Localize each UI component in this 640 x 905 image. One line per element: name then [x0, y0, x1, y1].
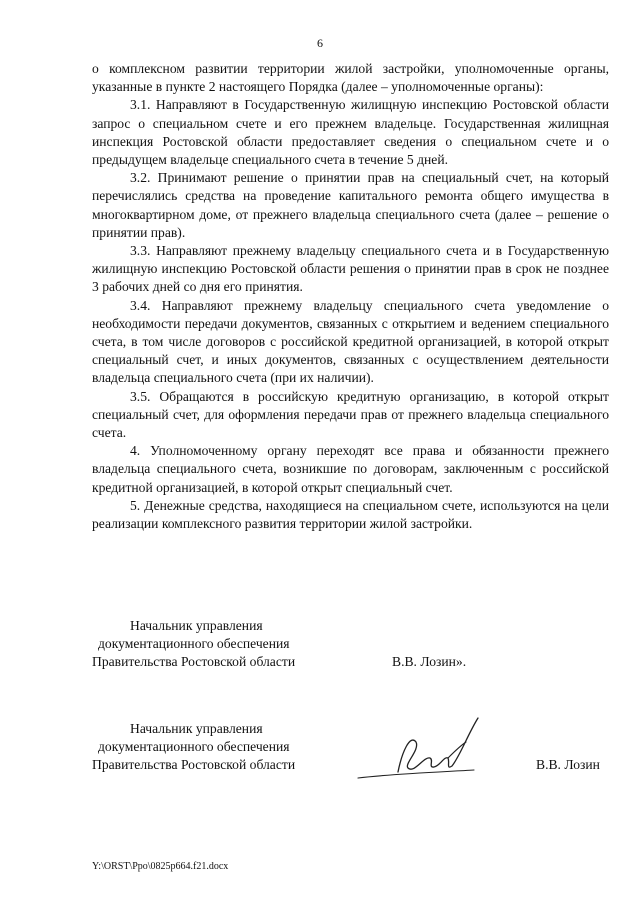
paragraph-intro: о комплексном развитии территории жилой застройки, уполномоченные органы, указанные в пункте 2 настоящего Порядка (далее – уполномоченные органы):	[92, 61, 609, 95]
signature-block-quoted	[92, 617, 612, 677]
paragraph-3-5: 3.5. Обращаются в российскую кредитную организацию, в которой открыт специальный счет, для оформления передачи прав от прежнего владельца специального счета.	[92, 388, 609, 441]
page-number: 6	[317, 36, 323, 50]
signatory-name: В.В. Лозин	[536, 757, 600, 772]
title-line-3: Правительства Ростовской области	[92, 654, 296, 669]
paragraph-5: 5. Денежные средства, находящиеся на специальном счете, используются на цели реализации комплексного развития территории жилой застройки.	[92, 497, 609, 532]
signatory-name: В.В. Лозин».	[392, 654, 467, 669]
signature-block-final	[92, 720, 612, 800]
paragraph-3-3: 3.3. Направляют прежнему владельцу специального счета и в Государственную жилищную инспекцию Ростовской области решения о принятии прав в срок не позднее 3 рабочих дней со дня его принятия.	[92, 243, 609, 295]
title-line-2: документационного обеспечения	[98, 739, 290, 754]
paragraph-3-1: 3.1. Направляют в Государственную жилищную инспекцию Ростовской области запрос о специальном счете и его прежнем владельце. Государственная жилищная инспекция Ростовской области предоставляет сведения о специальном счете и о предыдущем владельце специального счета в течение 5 дней.	[92, 97, 609, 168]
paragraph-3-2: 3.2. Принимают решение о принятии прав на специальный счет, на который перечислялись средства на проведение капитального ремонта общего имущества в многоквартирном доме, от прежнего владельца специального счета (далее – решение о принятии прав).	[92, 170, 609, 240]
file-path-footer: Y:\ORST\Ppo\0825p664.f21.docx	[92, 861, 229, 872]
paragraph-3-4: 3.4. Направляют прежнему владельцу специального счета уведомление о необходимости передачи документов, связанных с открытием и ведением специального счета, в том числе договоров с российской кредитной организацией, в которой открыт специальный счет, и иных документов, связанных с осуществлением деятельности владельца специального счета (при их наличии).	[92, 297, 609, 386]
title-line-3: Правительства Ростовской области	[92, 757, 296, 772]
paragraph-4: 4. Уполномоченному органу переходят все права и обязанности прежнего владельца специального счета, возникшие по договорам, заключенным с российской кредитной организацией, в которой открыт специальный счет.	[92, 443, 609, 495]
title-line-2: документационного обеспечения	[98, 636, 290, 651]
title-line-1: Начальник управления	[130, 721, 263, 736]
document-body	[92, 60, 609, 533]
title-line-1: Начальник управления	[130, 618, 263, 633]
handwritten-signature	[350, 712, 490, 792]
